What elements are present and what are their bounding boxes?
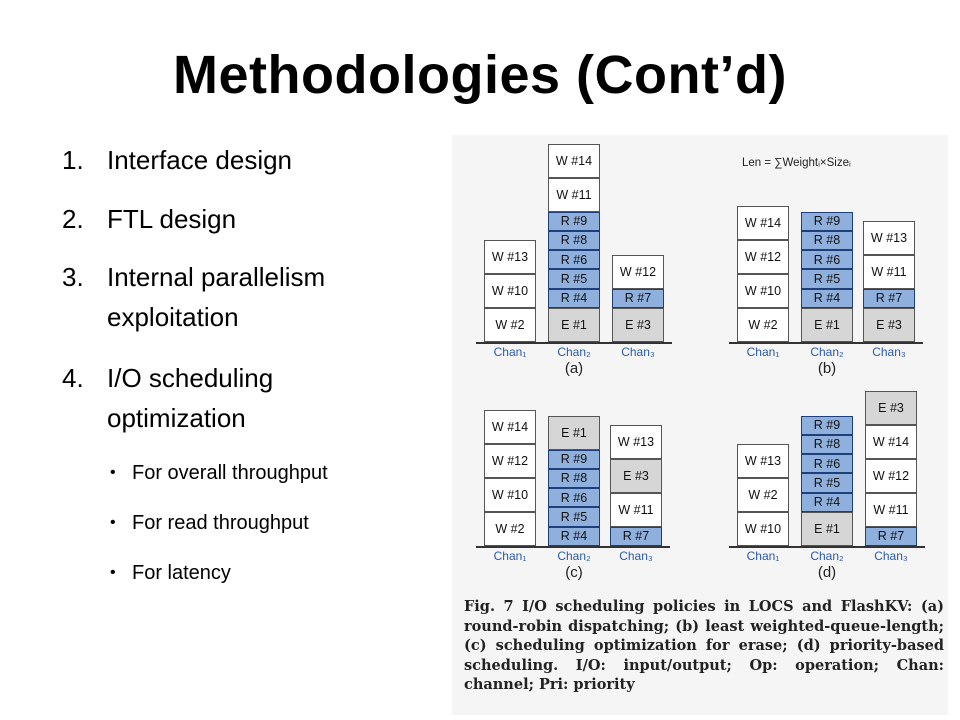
queue-cell: W #10 (737, 512, 789, 546)
queue-cell: W #13 (863, 221, 915, 255)
queue-cell: W #12 (484, 444, 536, 478)
sub-item-text: For latency (132, 562, 231, 584)
numbered-item-internal-parallelism (62, 257, 392, 337)
queue-cell: W #12 (612, 255, 664, 289)
queue-cell: R #8 (548, 231, 600, 250)
queue-cell: W #13 (610, 425, 662, 459)
item-number: 3. (62, 262, 84, 292)
numbered-item-io-scheduling (62, 358, 392, 438)
queue-cell: W #11 (610, 493, 662, 527)
panel-baseline (729, 342, 923, 344)
sub-item-latency (110, 561, 400, 585)
formula: Len = ∑Weightᵢ×Sizeᵢ (742, 157, 851, 169)
channel-label: Chan₃ (874, 549, 908, 563)
queue-cell: W #12 (737, 240, 789, 274)
panel-label: (d) (817, 564, 837, 581)
queue-cell: E #1 (548, 308, 600, 342)
figure-caption: Fig. 7 I/O scheduling policies in LOCS and FlashKV: (a) round-robin dispatching; (b) least weighted-queue-length; (c) scheduling optimization for erase; (d) priority-based scheduling. I/O: input/output; Op: operation; Chan: channel; Pri: priority (464, 598, 944, 693)
queue-cell: R #7 (863, 289, 915, 308)
queue-cell: R #5 (801, 473, 853, 492)
bullet-icon: • (110, 564, 116, 581)
numbered-item-ftl-design (62, 199, 392, 239)
queue-cell: E #3 (612, 308, 664, 342)
queue-cell: W #11 (548, 178, 600, 212)
channel-label: Chan₂ (810, 549, 844, 563)
panel-baseline (476, 546, 670, 548)
bullet-icon: • (110, 514, 116, 531)
channel-label: Chan₃ (621, 345, 655, 359)
queue-cell: W #2 (484, 308, 536, 342)
slide-title: Methodologies (Cont’d) (173, 45, 787, 105)
queue-cell: E #1 (801, 308, 853, 342)
queue-cell: E #1 (548, 416, 600, 450)
queue-cell: R #9 (548, 450, 600, 469)
queue-cell: R #5 (548, 507, 600, 526)
queue-cell: R #4 (548, 289, 600, 308)
queue-cell: W #2 (737, 478, 789, 512)
sub-item-overall-throughput (110, 461, 400, 485)
queue-cell: R #6 (801, 454, 853, 473)
channel-label: Chan₃ (619, 549, 653, 563)
channel-label: Chan₃ (872, 345, 906, 359)
sub-item-read-throughput (110, 511, 400, 535)
bullet-icon: • (110, 464, 116, 481)
queue-cell: R #4 (801, 493, 853, 512)
item-text: I/O scheduling optimization (107, 363, 274, 433)
queue-cell: R #7 (865, 527, 917, 546)
item-number: 1. (62, 145, 84, 175)
item-text: FTL design (107, 204, 237, 234)
queue-cell: R #8 (801, 435, 853, 454)
channel-label: Chan₁ (493, 549, 527, 563)
queue-cell: W #11 (863, 255, 915, 289)
queue-cell: R #9 (548, 212, 600, 231)
panel-label: (c) (565, 564, 583, 581)
queue-cell: R #6 (548, 250, 600, 269)
queue-cell: W #10 (484, 274, 536, 308)
queue-cell: W #14 (548, 144, 600, 178)
queue-cell: R #7 (610, 527, 662, 546)
numbered-item-interface-design (62, 140, 392, 180)
queue-cell: W #12 (865, 459, 917, 493)
io-scheduling-figure (452, 135, 948, 715)
queue-cell: R #7 (612, 289, 664, 308)
queue-cell: R #6 (548, 488, 600, 507)
queue-cell: R #4 (801, 289, 853, 308)
queue-cell: R #6 (801, 250, 853, 269)
queue-cell: W #13 (484, 240, 536, 274)
queue-cell: R #8 (801, 231, 853, 250)
queue-cell: R #9 (801, 416, 853, 435)
queue-cell: W #14 (484, 410, 536, 444)
queue-cell: W #11 (865, 493, 917, 527)
queue-cell: W #10 (737, 274, 789, 308)
queue-cell: R #5 (548, 269, 600, 288)
queue-cell: E #1 (801, 512, 853, 546)
queue-cell: E #3 (863, 308, 915, 342)
sub-item-text: For overall throughput (132, 462, 328, 484)
item-text: Internal parallelism exploitation (107, 262, 326, 332)
channel-label: Chan₂ (557, 549, 591, 563)
queue-cell: R #8 (548, 469, 600, 488)
queue-cell: W #2 (737, 308, 789, 342)
queue-cell: E #3 (865, 391, 917, 425)
channel-label: Chan₁ (746, 345, 780, 359)
queue-cell: R #4 (548, 527, 600, 546)
queue-cell: W #14 (737, 206, 789, 240)
panel-baseline (729, 546, 925, 548)
queue-cell: W #10 (484, 478, 536, 512)
item-number: 4. (62, 363, 84, 393)
queue-cell: W #2 (484, 512, 536, 546)
channel-label: Chan₁ (493, 345, 527, 359)
queue-cell: W #14 (865, 425, 917, 459)
channel-label: Chan₂ (557, 345, 591, 359)
channel-label: Chan₂ (810, 345, 844, 359)
item-number: 2. (62, 204, 84, 234)
panel-baseline (476, 342, 672, 344)
sub-item-text: For read throughput (132, 512, 309, 534)
queue-cell: E #3 (610, 459, 662, 493)
panel-label: (b) (817, 360, 837, 377)
queue-cell: R #9 (801, 212, 853, 231)
panel-label: (a) (564, 360, 584, 377)
queue-cell: W #13 (737, 444, 789, 478)
channel-label: Chan₁ (746, 549, 780, 563)
item-text: Interface design (107, 145, 293, 175)
queue-cell: R #5 (801, 269, 853, 288)
